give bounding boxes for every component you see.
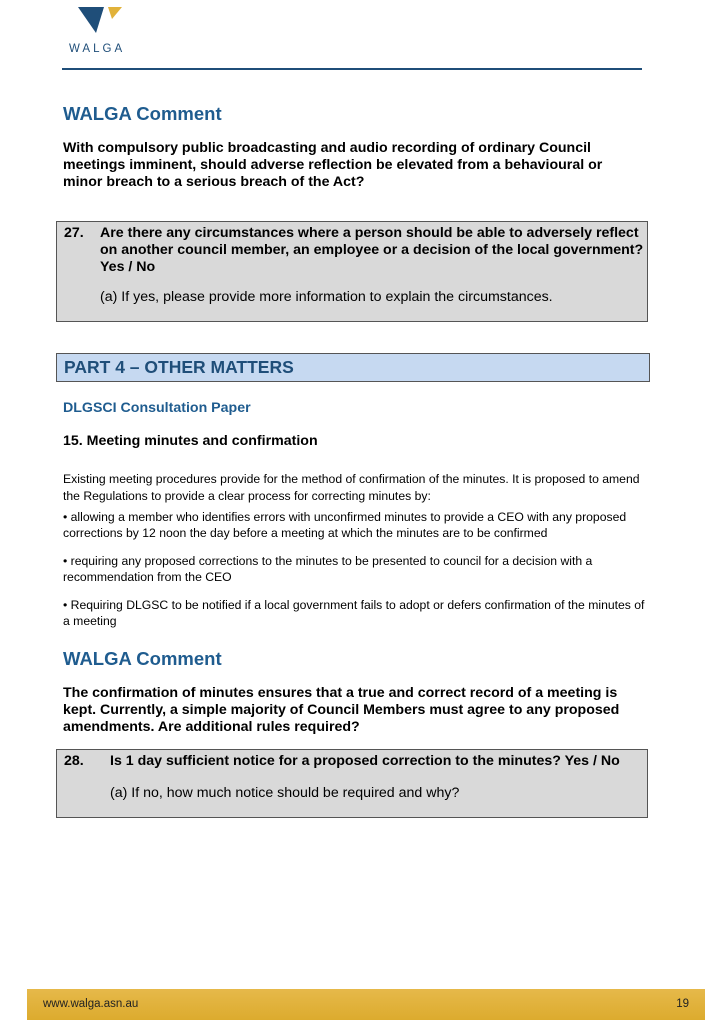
walga-comment-heading-2: WALGA Comment xyxy=(63,648,222,669)
minutes-bullet-3: • Requiring DLGSC to be notified if a local government fails to adopt or defers confirmation of the minutes of a meeting xyxy=(63,598,645,628)
question-27-text: Are there any circumstances where a person should be able to adversely reflect on another council member, an employee or a decision of the local government? Yes / No xyxy=(100,225,644,275)
minutes-intro-paragraph: Existing meeting procedures provide for the method of confirmation of the minutes. It is proposed to amend the Regulations to provide a clear process for correcting minutes by: xyxy=(63,472,640,503)
question-28-box xyxy=(56,749,648,818)
question-28-text: Is 1 day sufficient notice for a proposed correction to the minutes? Yes / No xyxy=(110,753,620,769)
page-footer xyxy=(27,989,705,1020)
walga-comment-heading-1: WALGA Comment xyxy=(63,103,222,124)
logo-text: WALGA xyxy=(69,43,126,55)
walga-logo xyxy=(64,5,134,57)
question-27-box xyxy=(56,221,648,322)
minutes-bullet-2: • requiring any proposed corrections to the minutes to be presented to council for a decision with a recommendation from the CEO xyxy=(63,554,593,584)
question-28-subquestion: (a) If no, how much notice should be required and why? xyxy=(110,785,460,801)
walga-logo-icon xyxy=(78,5,124,35)
footer-url: www.walga.asn.au xyxy=(43,998,139,1010)
meeting-minutes-heading: 15. Meeting minutes and confirmation xyxy=(63,433,318,449)
header-divider xyxy=(62,68,642,70)
question-27-subquestion: (a) If yes, please provide more information to explain the circumstances. xyxy=(100,289,553,305)
question-28-number: 28. xyxy=(64,753,84,769)
minutes-bullet-1: • allowing a member who identifies errors with unconfirmed minutes to provide a CEO with any proposed corrections by 12 noon the day before a meeting at which the minutes are to be confirmed xyxy=(63,510,627,540)
walga-comment-text-2: The confirmation of minutes ensures that a true and correct record of a meeting is kept. Currently, a simple majority of Council Members must agree to any proposed amendments. Are additional rules required? xyxy=(63,685,620,735)
consultation-paper-heading: DLGSCI Consultation Paper xyxy=(63,400,251,416)
walga-comment-text-1: With compulsory public broadcasting and audio recording of ordinary Council meetings imminent, should adverse reflection be elevated from a behavioural or minor breach to a serious breach of the Act? xyxy=(63,140,603,190)
page-number: 19 xyxy=(676,998,689,1010)
question-27-number: 27. xyxy=(64,225,84,241)
part-4-title: PART 4 – OTHER MATTERS xyxy=(64,357,294,377)
part-4-banner xyxy=(56,353,650,382)
